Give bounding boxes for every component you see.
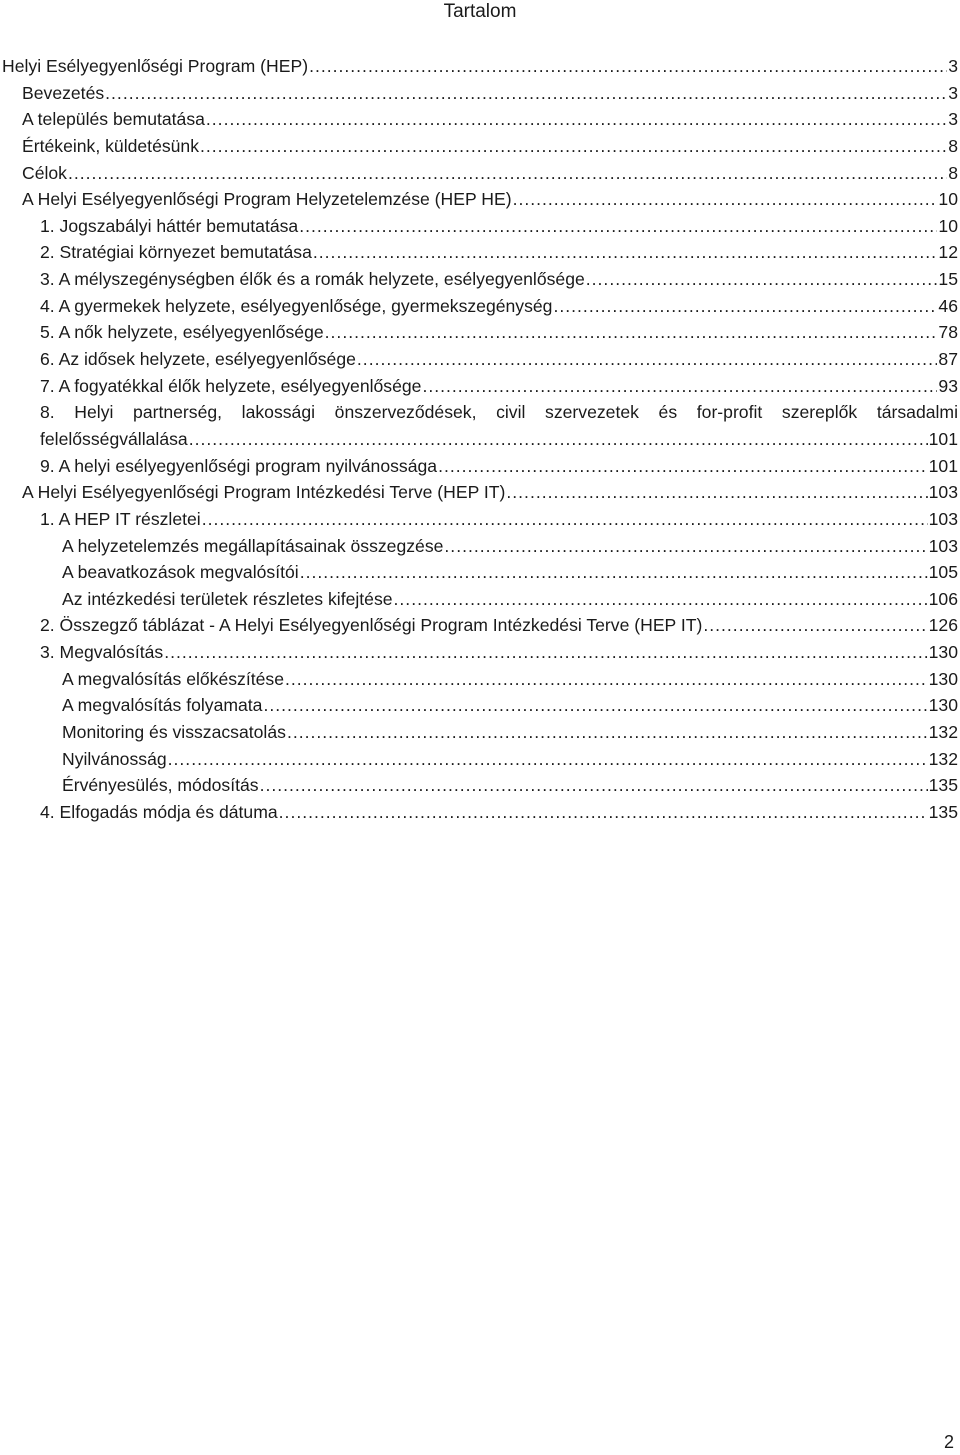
toc-leader: [263, 694, 927, 716]
toc-leader: [279, 801, 928, 823]
toc-entry[interactable]: [0, 559, 958, 586]
toc-leader: [300, 561, 928, 583]
toc-page-number: 3: [948, 56, 958, 76]
toc-entry-label: 1. A HEP IT részletei: [40, 508, 201, 529]
toc-leader: [168, 748, 928, 770]
toc-leader: [357, 348, 938, 370]
toc-page-number: 132: [928, 722, 958, 743]
toc-entry[interactable]: [0, 533, 958, 560]
toc-entry[interactable]: [0, 373, 958, 400]
toc-leader: [260, 774, 928, 796]
toc-entry[interactable]: [0, 346, 958, 373]
toc-entry-label: A megvalósítás előkészítése: [62, 668, 284, 689]
toc-entry[interactable]: [0, 799, 958, 826]
toc-entry[interactable]: [0, 133, 958, 160]
toc-page-number: 130: [928, 668, 958, 689]
toc-entry[interactable]: [0, 746, 958, 773]
toc-entry-label: Helyi Esélyegyenlőségi Program (HEP): [2, 56, 309, 76]
toc-entry-label: 9. A helyi esélyegyenlőségi program nyilvánossága: [40, 455, 438, 476]
toc-leader: [513, 188, 938, 210]
toc-entry[interactable]: [0, 612, 958, 639]
toc-page-number: 103: [928, 535, 958, 556]
toc-entry[interactable]: [0, 160, 958, 187]
toc-leader: [287, 721, 928, 743]
toc-page-number: 135: [928, 801, 958, 822]
toc-entry-label: 6. Az idősek helyzete, esélyegyenlősége: [40, 349, 356, 370]
toc-entry[interactable]: [0, 719, 958, 746]
toc-page-number: 93: [938, 375, 958, 396]
toc-page-number: 78: [938, 322, 958, 343]
toc-entry-label: 8. Helyi partnerség, lakossági önszerveződések, civil szervezetek és for-profit szereplők társadalmi: [40, 402, 958, 423]
toc-entry[interactable]: [0, 479, 958, 506]
toc-leader: [200, 135, 947, 157]
toc-page-number: 126: [928, 615, 958, 636]
toc-page-number: 101: [928, 428, 958, 449]
toc-entry-label: A megvalósítás folyamata: [62, 695, 263, 716]
toc-page-number: 87: [938, 349, 958, 370]
toc-leader: [553, 295, 937, 317]
toc-entry-label: 4. Elfogadás módja és dátuma: [40, 801, 278, 822]
toc-entry-label: Az intézkedési területek részletes kifejtése: [62, 588, 393, 609]
toc-entry-label: 3. Megvalósítás: [40, 642, 164, 663]
toc-entry[interactable]: [0, 186, 958, 213]
toc-entry-label: A település bemutatása: [22, 109, 205, 130]
toc-entry-label: 2. Stratégiai környezet bemutatása: [40, 242, 312, 263]
toc-entry[interactable]: [0, 213, 958, 240]
toc-leader: [68, 162, 947, 184]
toc-leader: [325, 321, 938, 343]
toc-entry[interactable]: [0, 772, 958, 799]
toc-page-number: 106: [928, 588, 958, 609]
toc-entry-label: Értékeink, küldetésünk: [22, 135, 200, 156]
toc-page-number: 12: [938, 242, 958, 263]
toc-page-number: 103: [928, 482, 958, 503]
toc-page-number: 15: [938, 269, 958, 290]
toc-leader: [309, 55, 947, 77]
toc-entry[interactable]: [0, 239, 958, 266]
toc-leader: [189, 426, 928, 453]
toc-entry-label: 3. A mélyszegénységben élők és a romák helyzete, esélyegyenlősége: [40, 269, 585, 290]
toc-entry-label: 4. A gyermekek helyzete, esélyegyenlősége, gyermekszegénység: [40, 295, 553, 316]
page-title: Tartalom: [443, 1, 517, 22]
toc-entry[interactable]: [0, 266, 958, 293]
toc-leader: [202, 508, 928, 530]
toc-page-number: 8: [948, 135, 958, 156]
toc-page-number: 101: [928, 455, 958, 476]
toc-page-number: 132: [928, 748, 958, 769]
toc-leader: [299, 215, 937, 237]
toc-entry-label: Monitoring és visszacsatolás: [62, 722, 286, 743]
toc-entry-label: Érvényesülés, módosítás: [62, 775, 259, 796]
page-number: 2: [943, 1432, 954, 1452]
toc-leader: [285, 668, 928, 690]
toc-entry-label: Célok: [22, 162, 67, 183]
toc-leader: [703, 614, 927, 636]
toc-entry[interactable]: [0, 53, 958, 80]
toc-page-number: 135: [928, 775, 958, 796]
table-of-contents: [0, 53, 958, 826]
toc-page-number: 3: [948, 109, 958, 130]
toc-leader: [422, 375, 937, 397]
toc-entry[interactable]: [0, 293, 958, 320]
toc-page-number: 105: [928, 562, 958, 583]
toc-leader: [206, 108, 947, 130]
toc-entry-label: A helyzetelemzés megállapításainak összegzése: [62, 535, 444, 556]
toc-page-number: 10: [938, 189, 958, 210]
toc-page-number: 3: [948, 82, 958, 103]
toc-leader: [586, 268, 938, 290]
toc-entry-label: 7. A fogyatékkal élők helyzete, esélyegyenlősége: [40, 375, 422, 396]
toc-leader: [105, 82, 947, 104]
toc-entry-label: 1. Jogszabályi háttér bemutatása: [40, 215, 299, 236]
toc-leader: [506, 481, 927, 503]
toc-page-number: 130: [928, 642, 958, 663]
toc-page-number: 130: [928, 695, 958, 716]
toc-page-number: 8: [948, 162, 958, 183]
toc-entry-label: A Helyi Esélyegyenlőségi Program Helyzetelemzése (HEP HE): [22, 189, 512, 210]
toc-entry-label: A Helyi Esélyegyenlőségi Program Intézkedési Terve (HEP IT): [22, 482, 506, 503]
toc-entry-label-continued: felelősségvállalása: [40, 428, 188, 449]
toc-entry[interactable]: [0, 80, 958, 107]
toc-entry[interactable]: [0, 692, 958, 719]
toc-entry[interactable]: [0, 666, 958, 693]
toc-entry[interactable]: [0, 319, 958, 346]
toc-entry-multiline[interactable]: [0, 399, 958, 452]
toc-leader: [438, 455, 928, 477]
toc-entry-label: Nyilvánosság: [62, 748, 167, 769]
toc-entry-label: Bevezetés: [22, 82, 105, 103]
toc-entry[interactable]: [0, 639, 958, 666]
toc-entry-label: 5. A nők helyzete, esélyegyenlősége: [40, 322, 324, 343]
toc-page-number: 10: [938, 215, 958, 236]
toc-entry-label: A beavatkozások megvalósítói: [62, 562, 299, 583]
toc-entry[interactable]: [0, 506, 958, 533]
toc-leader: [313, 241, 938, 263]
toc-entry-continuation: [40, 426, 958, 453]
toc-leader: [444, 535, 927, 557]
toc-leader: [164, 641, 927, 663]
toc-leader: [394, 588, 928, 610]
toc-page-number: 103: [928, 508, 958, 529]
toc-entry[interactable]: [0, 453, 958, 480]
toc-entry-label: 2. Összegző táblázat - A Helyi Esélyegyenlőségi Program Intézkedési Terve (HEP IT): [40, 615, 703, 636]
toc-entry[interactable]: [0, 586, 958, 613]
toc-entry[interactable]: [0, 106, 958, 133]
toc-page-number: 46: [938, 295, 958, 316]
